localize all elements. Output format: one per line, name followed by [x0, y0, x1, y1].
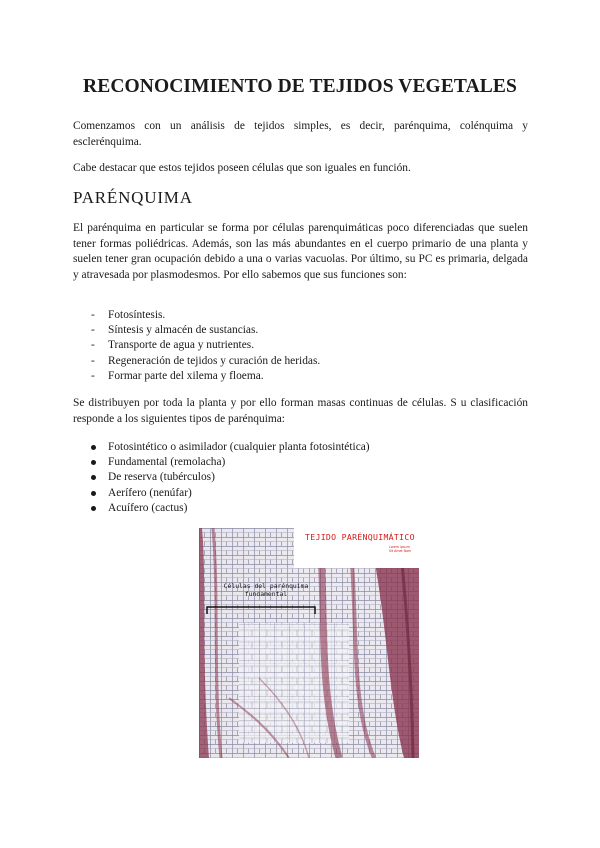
- bullet-icon: [91, 460, 96, 465]
- figure-subtitle: Lorem ipsum Sit Amet Nam: [389, 545, 412, 553]
- bullet-icon: [91, 506, 96, 511]
- bullet-icon: [91, 475, 96, 480]
- list-item: - Síntesis y almacén de sustancias.: [73, 323, 320, 338]
- list-item: Aerífero (nenúfar): [73, 486, 370, 501]
- list-item: De reserva (tubérculos): [73, 470, 370, 485]
- functions-list: [73, 308, 320, 384]
- micrograph-figure: [199, 528, 419, 758]
- bullet-icon: [91, 445, 96, 450]
- distribution-paragraph: Se distribuyen por toda la planta y por ello forman masas continuas de células. S u clasificación responde a los siguientes tipos de parénquima:: [73, 397, 528, 425]
- types-list: [73, 440, 370, 516]
- list-item: - Formar parte del xilema y floema.: [73, 369, 320, 384]
- parenchyma-paragraph: El parénquima en particular se forma por células parenquimáticas poco diferenciadas que suelen tener formas poliédricas. Además, son las más abundantes en el cuerpo primario de una planta y suelen tener gran ocupación debido a una o varias vacuolas. Por último, su PC es primaria, delgada y atravesada por plasmodesmos. Por ello sabemos que sus funciones son:: [73, 222, 528, 281]
- dash-marker: -: [91, 369, 95, 382]
- list-item: - Regeneración de tejidos y curación de heridas.: [73, 354, 320, 369]
- intro-paragraph: Comenzamos con un análisis de tejidos simples, es decir, parénquima, colénquima y esclerénquima.: [73, 120, 528, 148]
- list-item: Fundamental (remolacha): [73, 455, 370, 470]
- list-item: Acuífero (cactus): [73, 501, 370, 516]
- dash-marker: -: [91, 354, 95, 367]
- list-item: - Fotosíntesis.: [73, 308, 320, 323]
- dash-marker: -: [91, 309, 95, 321]
- list-item: - Transporte de agua y nutrientes.: [73, 338, 320, 353]
- dash-marker: -: [91, 324, 95, 337]
- figure-annotation: Células del parénquima fundamental: [223, 582, 309, 598]
- figure-title: TEJIDO PARÉNQUIMÁTICO: [305, 532, 415, 542]
- bullet-icon: [91, 491, 96, 496]
- list-item: Fotosintético o asimilador (cualquier planta fotosintética): [73, 440, 370, 455]
- intro-note: Cabe destacar que estos tejidos poseen células que son iguales en función.: [73, 162, 411, 174]
- document-title: RECONOCIMIENTO DE TEJIDOS VEGETALES: [83, 76, 517, 97]
- micrograph-image: [199, 528, 419, 758]
- section-heading: PARÉNQUIMA: [73, 188, 193, 207]
- dash-marker: -: [91, 339, 95, 352]
